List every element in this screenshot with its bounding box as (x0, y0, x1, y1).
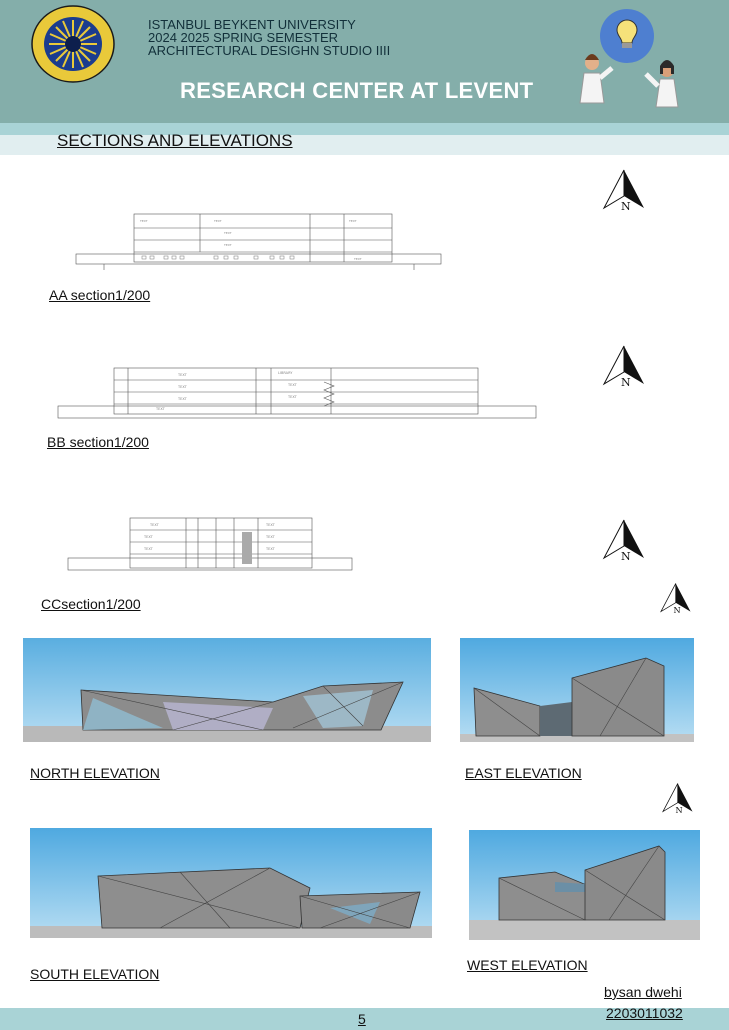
svg-text:TEXT: TEXT (150, 523, 159, 527)
aa-section-drawing (74, 210, 454, 272)
author-name: bysan dwehi (604, 984, 682, 1000)
university-info (148, 18, 390, 57)
svg-text:TEXT: TEXT (178, 385, 187, 389)
north-arrow-icon (660, 782, 694, 816)
west-elevation-render (469, 830, 700, 940)
svg-text:N: N (621, 376, 631, 389)
semester-label: 2024 2025 SPRING SEMESTER (148, 30, 339, 45)
student-id: 2203011032 (606, 1005, 683, 1021)
aa-section-caption: AA section1/200 (49, 287, 151, 303)
svg-text:TEXT: TEXT (144, 535, 153, 539)
west-elevation-caption: WEST ELEVATION (467, 957, 588, 973)
cc-section-caption: CCsection1/200 (41, 596, 141, 612)
north-arrow-icon (600, 168, 646, 214)
scientists-illustration (572, 8, 687, 108)
page-number: 5 (358, 1011, 366, 1027)
east-elevation-render (460, 638, 694, 742)
south-elevation-render (30, 828, 432, 938)
north-arrow-icon (600, 344, 646, 390)
svg-text:TEXT: TEXT (224, 231, 232, 235)
cc-section-drawing (66, 514, 356, 580)
university-logo (30, 4, 116, 84)
svg-text:N: N (675, 805, 683, 816)
studio-label: ARCHITECTURAL DESIGHN STUDIO IIII (148, 43, 391, 58)
svg-text:TEXT: TEXT (140, 219, 148, 223)
svg-text:TEXT: TEXT (354, 257, 362, 261)
university-name: ISTANBUL BEYKENT UNIVERSITY (148, 17, 356, 32)
svg-text:LIBRARY: LIBRARY (278, 371, 293, 375)
east-elevation-caption: EAST ELEVATION (465, 765, 582, 781)
svg-text:TEXT: TEXT (266, 523, 275, 527)
section-heading: SECTIONS AND ELEVATIONS (57, 131, 293, 150)
north-elevation-caption: NORTH ELEVATION (30, 765, 160, 781)
south-elevation-caption: SOUTH ELEVATION (30, 966, 160, 982)
project-title: RESEARCH CENTER AT LEVENT (180, 78, 534, 103)
svg-text:TEXT: TEXT (144, 547, 153, 551)
svg-text:TEXT: TEXT (288, 395, 297, 399)
bb-section-drawing (56, 364, 540, 428)
north-arrow-icon (658, 582, 692, 616)
svg-text:TEXT: TEXT (266, 547, 275, 551)
svg-text:TEXT: TEXT (156, 407, 165, 411)
svg-text:TEXT: TEXT (178, 373, 187, 377)
svg-text:TEXT: TEXT (178, 397, 187, 401)
svg-text:TEXT: TEXT (214, 219, 222, 223)
svg-text:TEXT: TEXT (288, 383, 297, 387)
bb-section-caption: BB section1/200 (47, 434, 149, 450)
svg-text:TEXT: TEXT (266, 535, 275, 539)
north-elevation-render (23, 638, 431, 742)
svg-text:N: N (673, 605, 681, 616)
svg-text:TEXT: TEXT (224, 243, 232, 247)
svg-text:N: N (621, 550, 631, 563)
north-arrow-icon (600, 518, 646, 564)
svg-text:TEXT: TEXT (349, 219, 357, 223)
svg-text:N: N (621, 200, 631, 213)
